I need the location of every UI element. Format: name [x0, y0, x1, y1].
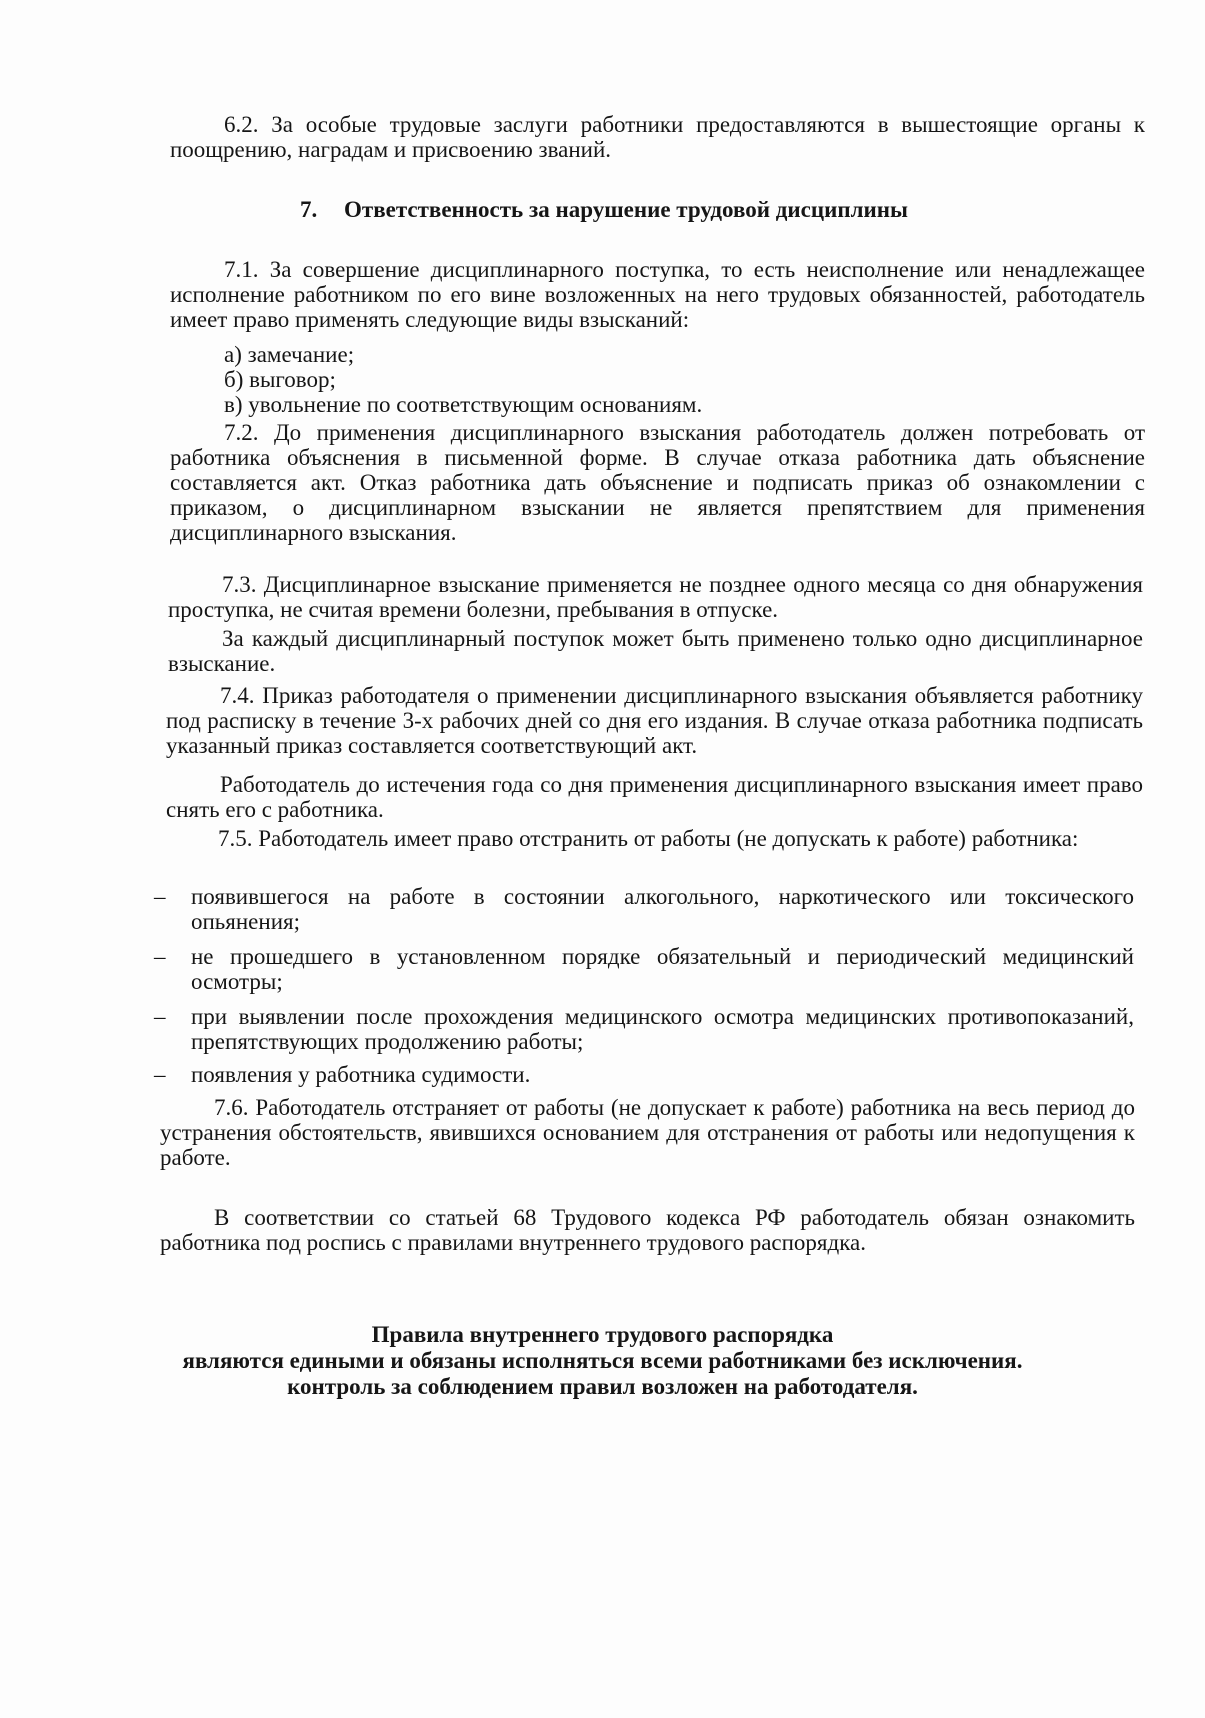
section-7-number: 7.: [300, 197, 318, 222]
penalty-item-b: б) выговор;: [224, 367, 336, 392]
suspension-item-2: [154, 944, 1134, 994]
paragraph-article-68: В соответствии со статьей 68 Трудового кодекса РФ работодатель обязан ознакомить работника под роспись с правилами внутреннего трудового распорядка.: [160, 1205, 1135, 1255]
penalty-item-c: в) увольнение по соответствующим основаниям.: [224, 392, 703, 417]
closing-title: Правила внутреннего трудового распорядка: [371, 1322, 834, 1347]
paragraph-7-3: 7.3. Дисциплинарное взыскание применяется не позднее одного месяца со дня обнаружения проступка, не считая времени болезни, пребывания в отпуске.: [168, 572, 1143, 622]
suspension-item-3: [154, 1004, 1134, 1054]
dash-marker: –: [154, 1062, 166, 1087]
dash-marker: –: [154, 1004, 166, 1029]
paragraph-6-2: 6.2. За особые трудовые заслуги работники предоставляются в вышестоящие органы к поощрению, наградам и присвоению званий.: [170, 112, 1145, 162]
paragraph-7-2: 7.2. До применения дисциплинарного взыскания работодатель должен потребовать от работника объяснения в письменной форме. В случае отказа работника дать объяснение составляется акт. Отказ работника дать объяснение и подписать приказ об ознакомлении с приказом, о дисциплинарном взыскании не является препятствием для применения дисциплинарного взыскания.: [170, 420, 1145, 545]
closing-line-2: являются едиными и обязаны исполняться всеми работниками без исключения.: [182, 1348, 1023, 1373]
closing-line-3: контроль за соблюдением правил возложен на работодателя.: [287, 1374, 918, 1399]
paragraph-7-5: 7.5. Работодатель имеет право отстранить от работы (не допускать к работе) работника:: [218, 826, 1079, 851]
paragraph-7-1: 7.1. За совершение дисциплинарного поступка, то есть неисполнение или ненадлежащее исполнение работником по его вине возложенных на него трудовых обязанностей, работодатель имеет право применять следующие виды взысканий:: [170, 257, 1145, 332]
suspension-item-text: появления у работника судимости.: [191, 1062, 531, 1087]
section-7-title: Ответственность за нарушение трудовой дисциплины: [344, 197, 908, 222]
paragraph-7-6: 7.6. Работодатель отстраняет от работы (не допускает к работе) работника на весь период до устранения обстоятельств, явившихся основанием для отстранения от работы или недопущения к работе.: [160, 1095, 1135, 1170]
suspension-item-text: не прошедшего в установленном порядке обязательный и периодический медицинский осмотры;: [191, 944, 1134, 994]
dash-marker: –: [154, 944, 166, 969]
paragraph-7-3-continued: За каждый дисциплинарный поступок может быть применено только одно дисциплинарное взыскание.: [168, 626, 1143, 676]
suspension-item-4: [154, 1062, 1134, 1087]
suspension-item-text: при выявлении после прохождения медицинского осмотра медицинских противопоказаний, препятствующих продолжению работы;: [191, 1004, 1134, 1054]
penalty-item-a: а) замечание;: [224, 342, 355, 367]
section-7-heading: [300, 197, 1020, 222]
suspension-item-1: [154, 884, 1134, 934]
paragraph-7-4-continued: Работодатель до истечения года со дня применения дисциплинарного взыскания имеет право снять его с работника.: [166, 772, 1143, 822]
paragraph-7-4: 7.4. Приказ работодателя о применении дисциплинарного взыскания объявляется работнику под расписку в течение 3-х рабочих дней со дня его издания. В случае отказа работника подписать указанный приказ составляется соответствующий акт.: [166, 683, 1143, 758]
dash-marker: –: [154, 884, 166, 909]
suspension-item-text: появившегося на работе в состоянии алкогольного, наркотического или токсического опьянения;: [191, 884, 1134, 934]
